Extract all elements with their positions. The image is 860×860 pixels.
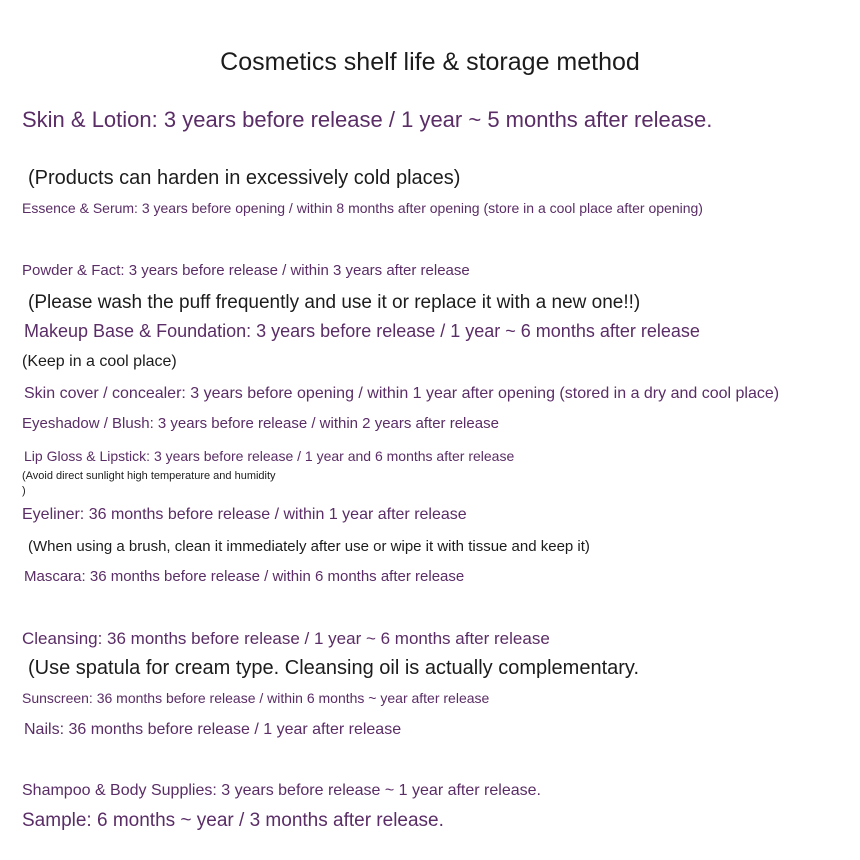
page-title: Cosmetics shelf life & storage method bbox=[220, 48, 640, 76]
mascara-line: Mascara: 36 months before release / within 6 months after release bbox=[24, 568, 465, 585]
powder-fact-line: Powder & Fact: 3 years before release / within 3 years after release bbox=[22, 262, 470, 279]
essence-serum-line: Essence & Serum: 3 years before opening / within 8 months after opening (store in a cool place after opening) bbox=[22, 200, 703, 216]
cleansing-note: (Use spatula for cream type. Cleansing oil is actually complementary. bbox=[28, 657, 639, 679]
powder-fact-note: (Please wash the puff frequently and use it or replace it with a new one!!) bbox=[28, 292, 641, 313]
eyeshadow-line: Eyeshadow / Blush: 3 years before release / within 2 years after release bbox=[22, 415, 499, 432]
lip-gloss-note-2: ) bbox=[22, 485, 26, 497]
sunscreen-line: Sunscreen: 36 months before release / within 6 months ~ year after release bbox=[22, 690, 490, 706]
cleansing-line: Cleansing: 36 months before release / 1 year ~ 6 months after release bbox=[22, 629, 550, 648]
makeup-base-note: (Keep in a cool place) bbox=[22, 353, 177, 370]
makeup-base-line: Makeup Base & Foundation: 3 years before release / 1 year ~ 6 months after release bbox=[24, 321, 700, 341]
lip-gloss-line: Lip Gloss & Lipstick: 3 years before release / 1 year and 6 months after release bbox=[24, 448, 515, 464]
eyeliner-note: (When using a brush, clean it immediately after use or wipe it with tissue and keep it) bbox=[28, 538, 590, 555]
nails-line: Nails: 36 months before release / 1 year after release bbox=[24, 721, 402, 738]
shampoo-line: Shampoo & Body Supplies: 3 years before release ~ 1 year after release. bbox=[22, 782, 541, 799]
skin-lotion-line: Skin & Lotion: 3 years before release / 1 year ~ 5 months after release. bbox=[22, 107, 713, 132]
eyeliner-line: Eyeliner: 36 months before release / within 1 year after release bbox=[22, 506, 467, 523]
skin-lotion-note: (Products can harden in excessively cold places) bbox=[28, 167, 461, 189]
sample-line: Sample: 6 months ~ year / 3 months after release. bbox=[22, 810, 444, 831]
lip-gloss-note-1: (Avoid direct sunlight high temperature and humidity bbox=[22, 470, 276, 482]
skin-cover-line: Skin cover / concealer: 3 years before opening / within 1 year after opening (stored in a dry and cool place) bbox=[24, 385, 780, 402]
